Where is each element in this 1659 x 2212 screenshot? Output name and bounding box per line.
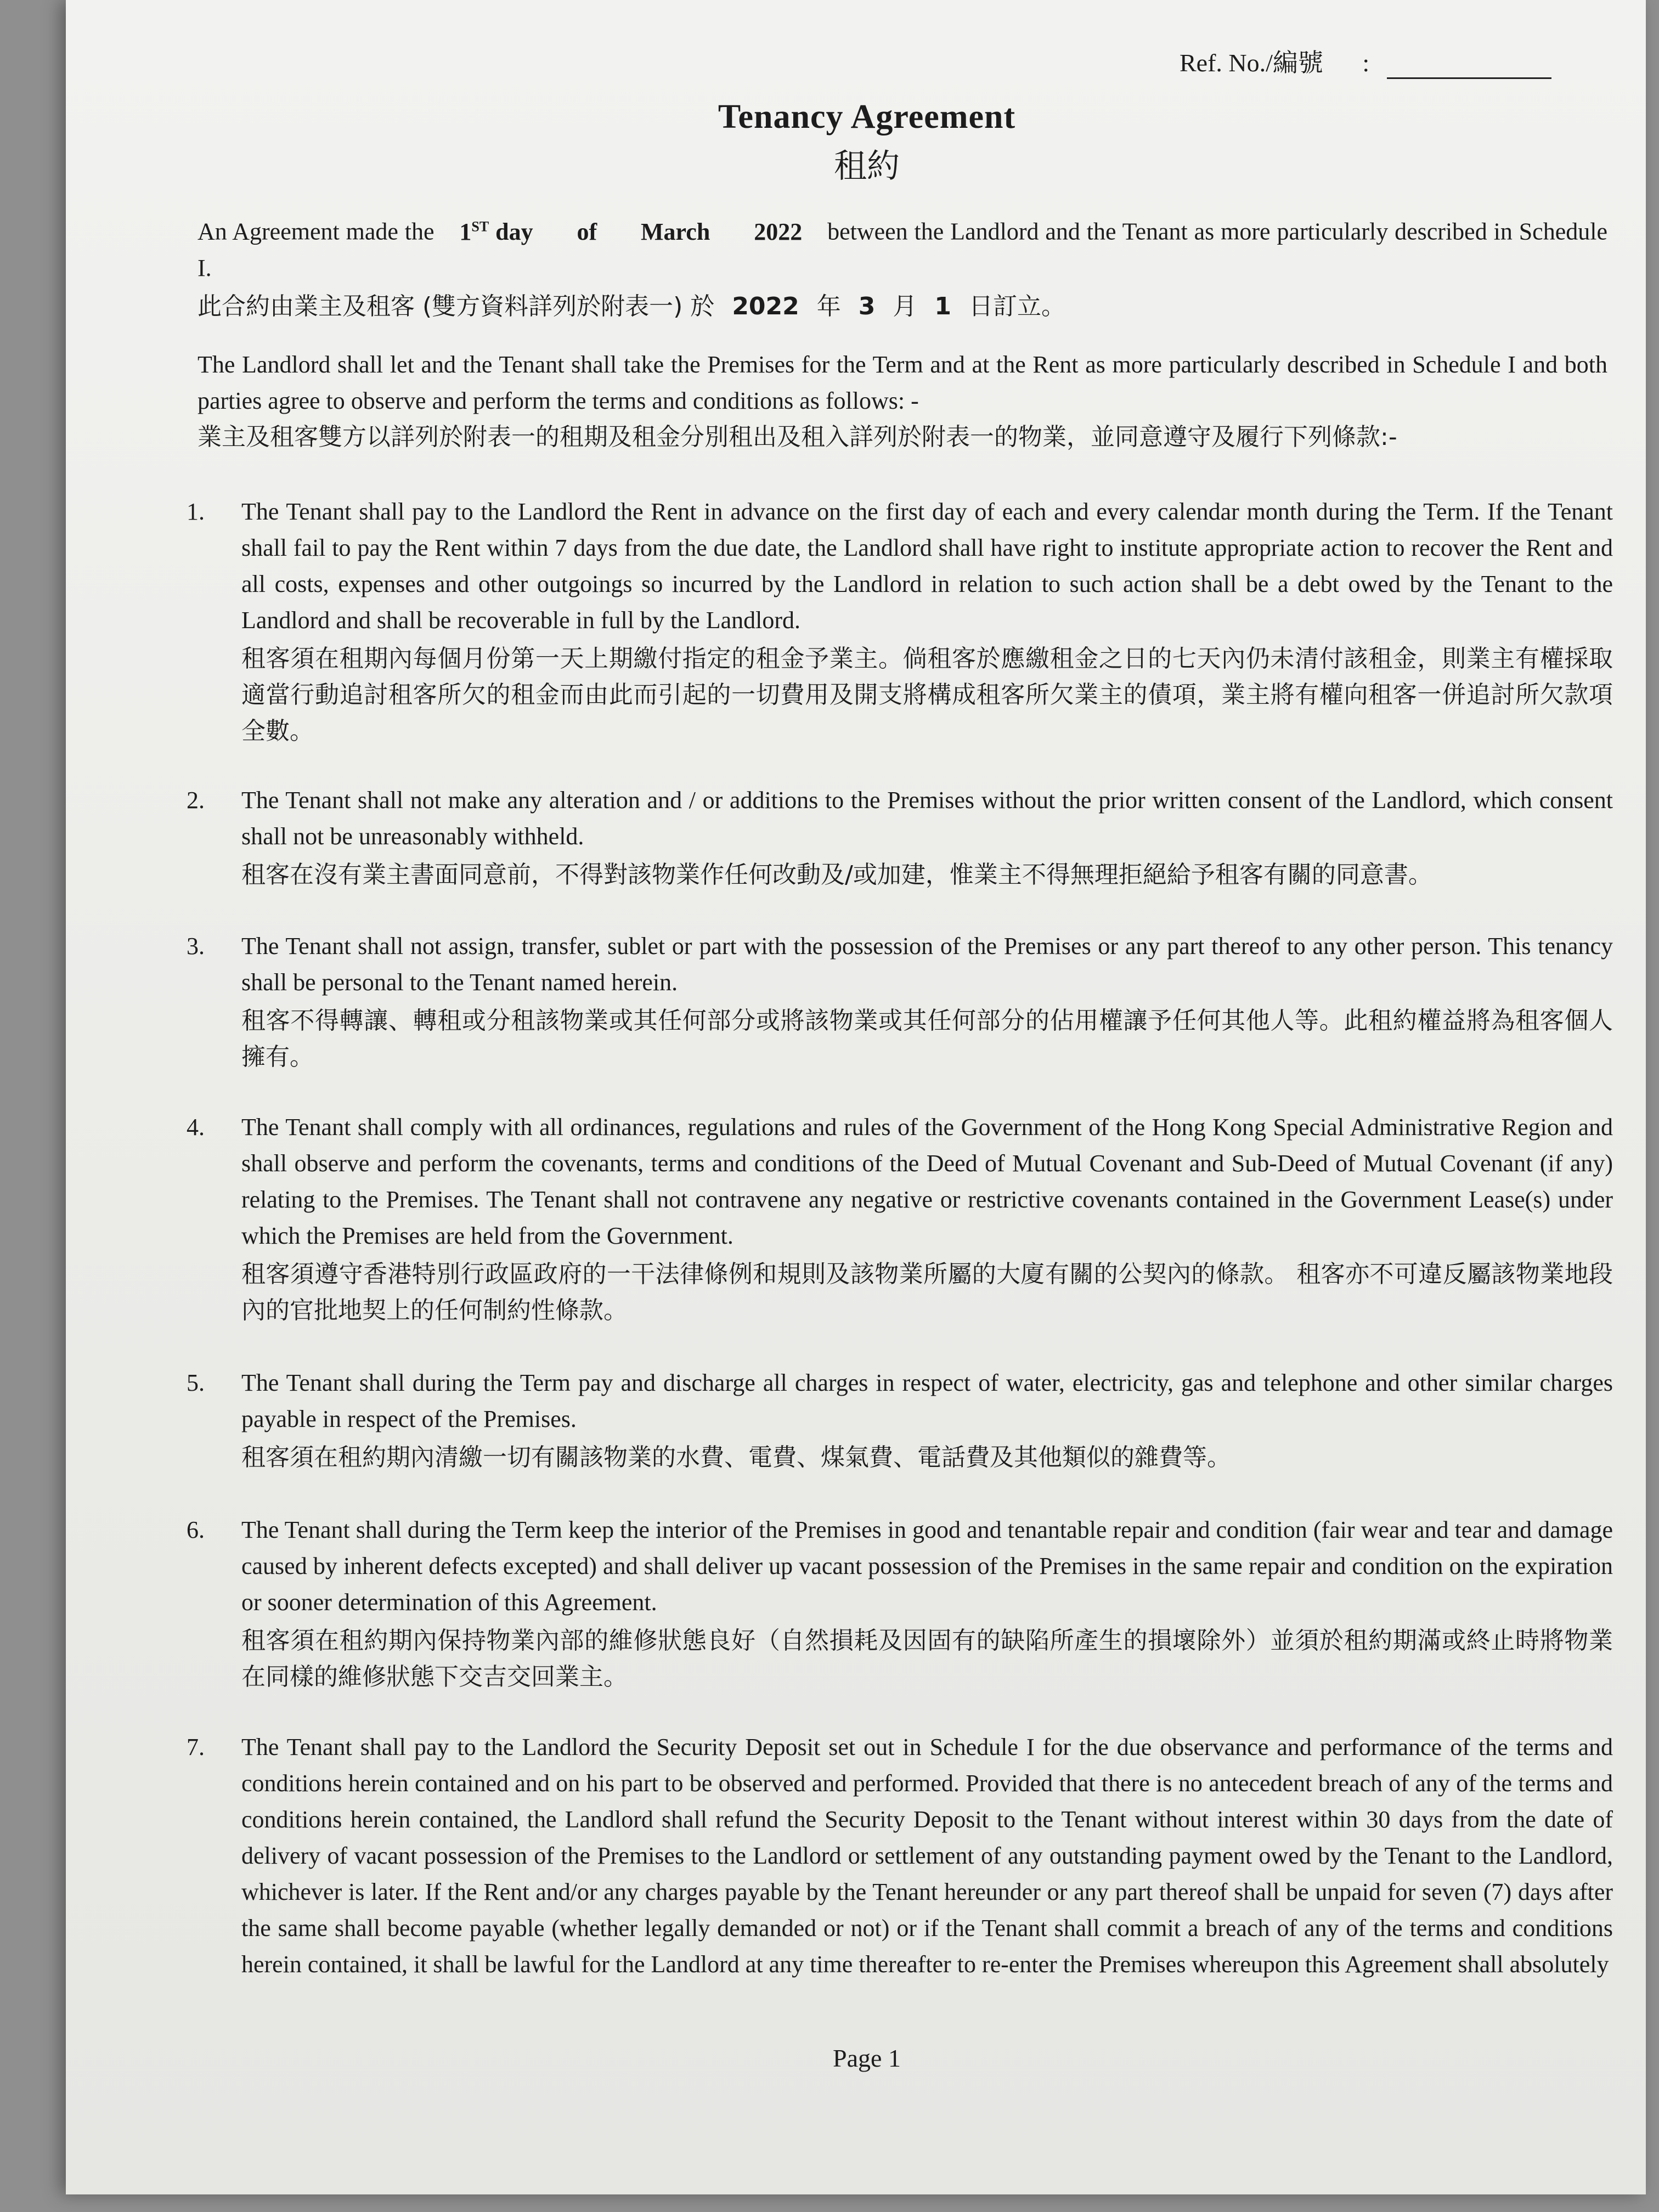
clause-number: 1. (187, 498, 205, 525)
ref-blank-line (1387, 55, 1551, 79)
reference-number (1180, 43, 1551, 79)
intro-paragraph (198, 208, 1607, 325)
clause-text-zh: 租客須在租約期內清繳一切有關該物業的水費、電費、煤氣費、電話費及其他類似的雜費等。 (241, 1443, 1231, 1471)
clause-text-en: The Tenant shall comply with all ordinances, regulations and rules of the Government of the Hong Kong Special Administrative Region and shall observe and perform the covenants, terms and conditions of the Deed of Mutual Covenant and Sub-Deed of Mutual Covenant (if any) relating to the Premises. The Tenant shall not contravene any negative or restrictive covenants contained in the Government Lease(s) under which the Premises are held from the Government. (241, 1114, 1613, 1249)
clause-5 (187, 1365, 1613, 1476)
clause-1 (187, 494, 1613, 749)
clause-4 (187, 1109, 1613, 1329)
intro-year: 2022 (754, 218, 803, 245)
clause-text-zh: 租客須在租約期內保持物業內部的維修狀態良好（自然損耗及因固有的缺陷所產生的損壞除外）並須於租約期滿或終止時將物業在同樣的維修狀態下交吉交回業主。 (241, 1627, 1613, 1691)
page-title: Tenancy Agreement (718, 98, 1016, 136)
intro-zh-day: 1 (934, 292, 952, 320)
clause-number: 6. (187, 1516, 205, 1543)
clause-6 (187, 1512, 1613, 1695)
clause-number: 4. (187, 1114, 205, 1141)
document-page (66, 0, 1646, 2194)
ref-label: Ref. No./編號 (1180, 49, 1323, 77)
intro-zh-month-unit: 月 (893, 292, 917, 320)
clause-text-en: The Tenant shall pay to the Landlord the Security Deposit set out in Schedule I for the due observance and performance of the terms and conditions herein contained and on his part to be observed and performed. Provided that there is no antecedent breach of any of the terms and conditions herein contained, the Landlord shall refund the Security Deposit to the Tenant without interest within 30 days from the date of delivery of vacant possession of the Premises to the Landlord or settlement of any outstanding payment owed by the Tenant to the Landlord, whichever is later. If the Rent and/or any charges payable by the Tenant hereunder or any part thereof shall be unpaid for seven (7) days after the same shall become payable (whether legally demanded or not) or if the Tenant shall commit a breach of any of the terms and conditions herein contained, it shall be lawful for the Landlord at any time thereafter to re-enter the Premises whereupon this Agreement shall absolutely (241, 1734, 1613, 1978)
intro-zh-year: 2022 (732, 292, 799, 320)
clause-2 (187, 782, 1613, 893)
clause-text-en: The Tenant shall not make any alteration and / or additions to the Premises without the prior written consent of the Landlord, which consent shall not be unreasonably withheld. (241, 787, 1613, 850)
clause-text-en: The Tenant shall during the Term keep the interior of the Premises in good and tenantable repair and condition (fair wear and tear and damage caused by inherent defects excepted) and shall deliver up vacant possession of the Premises in the same repair and condition on the expiration or sooner determination of this Agreement. (241, 1516, 1613, 1616)
clause-number: 3. (187, 933, 205, 960)
clause-number: 2. (187, 787, 205, 814)
day-word: day (495, 218, 533, 245)
intro-terms-paragraph (198, 347, 1607, 455)
intro-month: March (641, 218, 710, 245)
intro-of: of (577, 218, 597, 245)
day-number: 1 (459, 218, 472, 245)
clause-7 (187, 1729, 1613, 1983)
intro-chinese (198, 289, 1607, 325)
intro-terms-zh: 業主及租客雙方以詳列於附表一的租期及租金分別租出及租入詳列於附表一的物業，並同意遵守及履行下列條款:- (198, 423, 1397, 451)
clause-number: 7. (187, 1734, 205, 1760)
intro-terms-en: The Landlord shall let and the Tenant shall take the Premises for the Term and at the Rent as more particularly described in Schedule I and both parties agree to observe and perform the terms and conditions as follows: - (198, 351, 1607, 414)
page-title-chinese: 租約 (834, 147, 900, 185)
intro-zh-year-unit: 年 (816, 292, 841, 320)
clause-text-zh: 租客須遵守香港特別行政區政府的一干法律條例和規則及該物業所屬的大廈有關的公契內的條款。 租客亦不可違反屬該物業地段內的官批地契上的任何制約性條款。 (241, 1260, 1613, 1324)
clause-3 (187, 928, 1613, 1075)
clause-text-zh: 租客不得轉讓、轉租或分租該物業或其任何部分或將該物業或其任何部分的佔用權讓予任何其他人等。此租約權益將為租客個人擁有。 (241, 1007, 1613, 1071)
clause-number: 5. (187, 1369, 205, 1396)
intro-zh-after: 日訂立。 (969, 292, 1066, 320)
clause-text-en: The Tenant shall not assign, transfer, sublet or part with the possession of the Premises or any part thereof to any other person. This tenancy shall be personal to the Tenant named herein. (241, 933, 1613, 996)
clause-text-zh: 租客須在租期內每個月份第一天上期繳付指定的租金予業主。倘租客於應繳租金之日的七天內仍未清付該租金，則業主有權採取適當行動追討租客所欠的租金而由此而引起的一切費用及開支將構成租客所欠業主的債項，業主將有權向租客一併追討所欠款項全數。 (241, 645, 1613, 745)
clause-text-zh: 租客在沒有業主書面同意前，不得對該物業作任何改動及/或加建，惟業主不得無理拒絕給予租客有關的同意書。 (241, 861, 1432, 889)
intro-day (459, 218, 533, 245)
intro-zh-month: 3 (858, 292, 876, 320)
clause-text-en: The Tenant shall pay to the Landlord the Rent in advance on the first day of each and every calendar month during the Term. If the Tenant shall fail to pay the Rent within 7 days from the due date, the Landlord shall have right to institute appropriate action to recover the Rent and all costs, expenses and other outgoings so incurred by the Landlord in relation to such action shall be a debt owed by the Tenant to the Landlord and shall be recoverable in full by the Landlord. (241, 498, 1613, 634)
ref-colon: : (1362, 49, 1370, 77)
page-number: Page 1 (833, 2044, 901, 2072)
day-suffix: ST (471, 218, 489, 234)
intro-zh-before: 此合約由業主及租客 (雙方資料詳列於附表一) 於 (198, 292, 715, 320)
intro-text-before: An Agreement made the (198, 218, 435, 245)
intro-text-after: between the Landlord and the Tenant as more particularly described in Schedule I. (198, 218, 1607, 281)
clause-text-en: The Tenant shall during the Term pay and discharge all charges in respect of water, electricity, gas and telephone and other similar charges payable in respect of the Premises. (241, 1369, 1613, 1432)
